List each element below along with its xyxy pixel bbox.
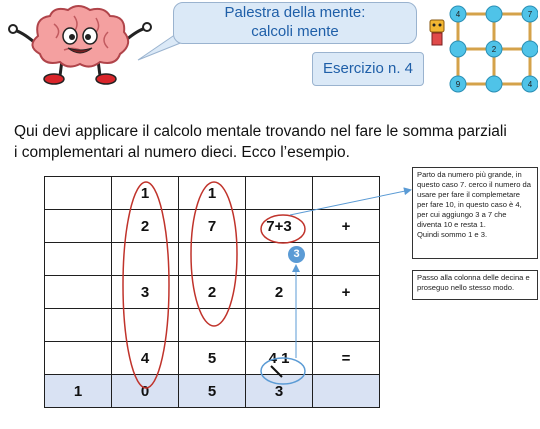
table-cell: 3 <box>112 276 179 309</box>
table-cell: 2 <box>179 276 246 309</box>
table-cell: 7 <box>179 210 246 243</box>
result-cell: 3 <box>246 375 313 408</box>
tens-column-ellipse <box>123 182 169 388</box>
units-column-ellipse <box>191 182 237 326</box>
arrow-to-note-1 <box>290 190 410 215</box>
explanation-note-2 <box>412 270 538 300</box>
intro-text: Qui devi applicare il calcolo mentale trovando nel fare le somma parziali i complementari al numero dieci. Ecco l’esempio. <box>14 123 507 161</box>
note1-text: Parto da numero più grande, in questo caso 7. cerco il numero da usare per fare il complemetare per fare 10, in questo caso è 4, per cui aggiungo 3 a 7 che diventa 10 e resta 1. <box>417 170 531 229</box>
result-cell: 1 <box>45 375 112 408</box>
operator-cell: + <box>313 210 380 243</box>
exercise-label: Esercizio n. 4 <box>312 52 424 86</box>
table-cell: 2 <box>112 210 179 243</box>
puzzle-number: 4 <box>455 10 461 19</box>
table-cell: 4 1 <box>246 342 313 375</box>
operator-cell: = <box>313 342 380 375</box>
strike-mark <box>271 366 282 377</box>
title-line-1: Palestra della mente: <box>224 4 366 21</box>
note1-tail: Quindi sommo 1 e 3. <box>417 230 488 239</box>
carry-digit: 1 <box>112 177 179 210</box>
result-cell: 5 <box>179 375 246 408</box>
seven-plus-three-ellipse <box>261 215 305 243</box>
table-cell: 7+3 <box>246 210 313 243</box>
explanation-note-1 <box>412 167 538 259</box>
puzzle-number: 9 <box>455 80 461 89</box>
carry-digit: 1 <box>179 177 246 210</box>
puzzle-number: 2 <box>491 45 497 54</box>
puzzle-number: 4 <box>527 80 533 89</box>
puzzle-number: 7 <box>527 10 533 19</box>
table-cell: 2 <box>246 276 313 309</box>
result-cell: 0 <box>112 375 179 408</box>
step-badge: 3 <box>288 246 305 263</box>
operator-cell: + <box>313 276 380 309</box>
note2-text: Passo alla colonna delle decina e proseguo nello stesso modo. <box>417 273 530 292</box>
table-cell: 5 <box>179 342 246 375</box>
title-line-2: calcoli mente <box>251 23 339 40</box>
table-cell: 4 <box>112 342 179 375</box>
four-one-ellipse <box>261 358 305 384</box>
